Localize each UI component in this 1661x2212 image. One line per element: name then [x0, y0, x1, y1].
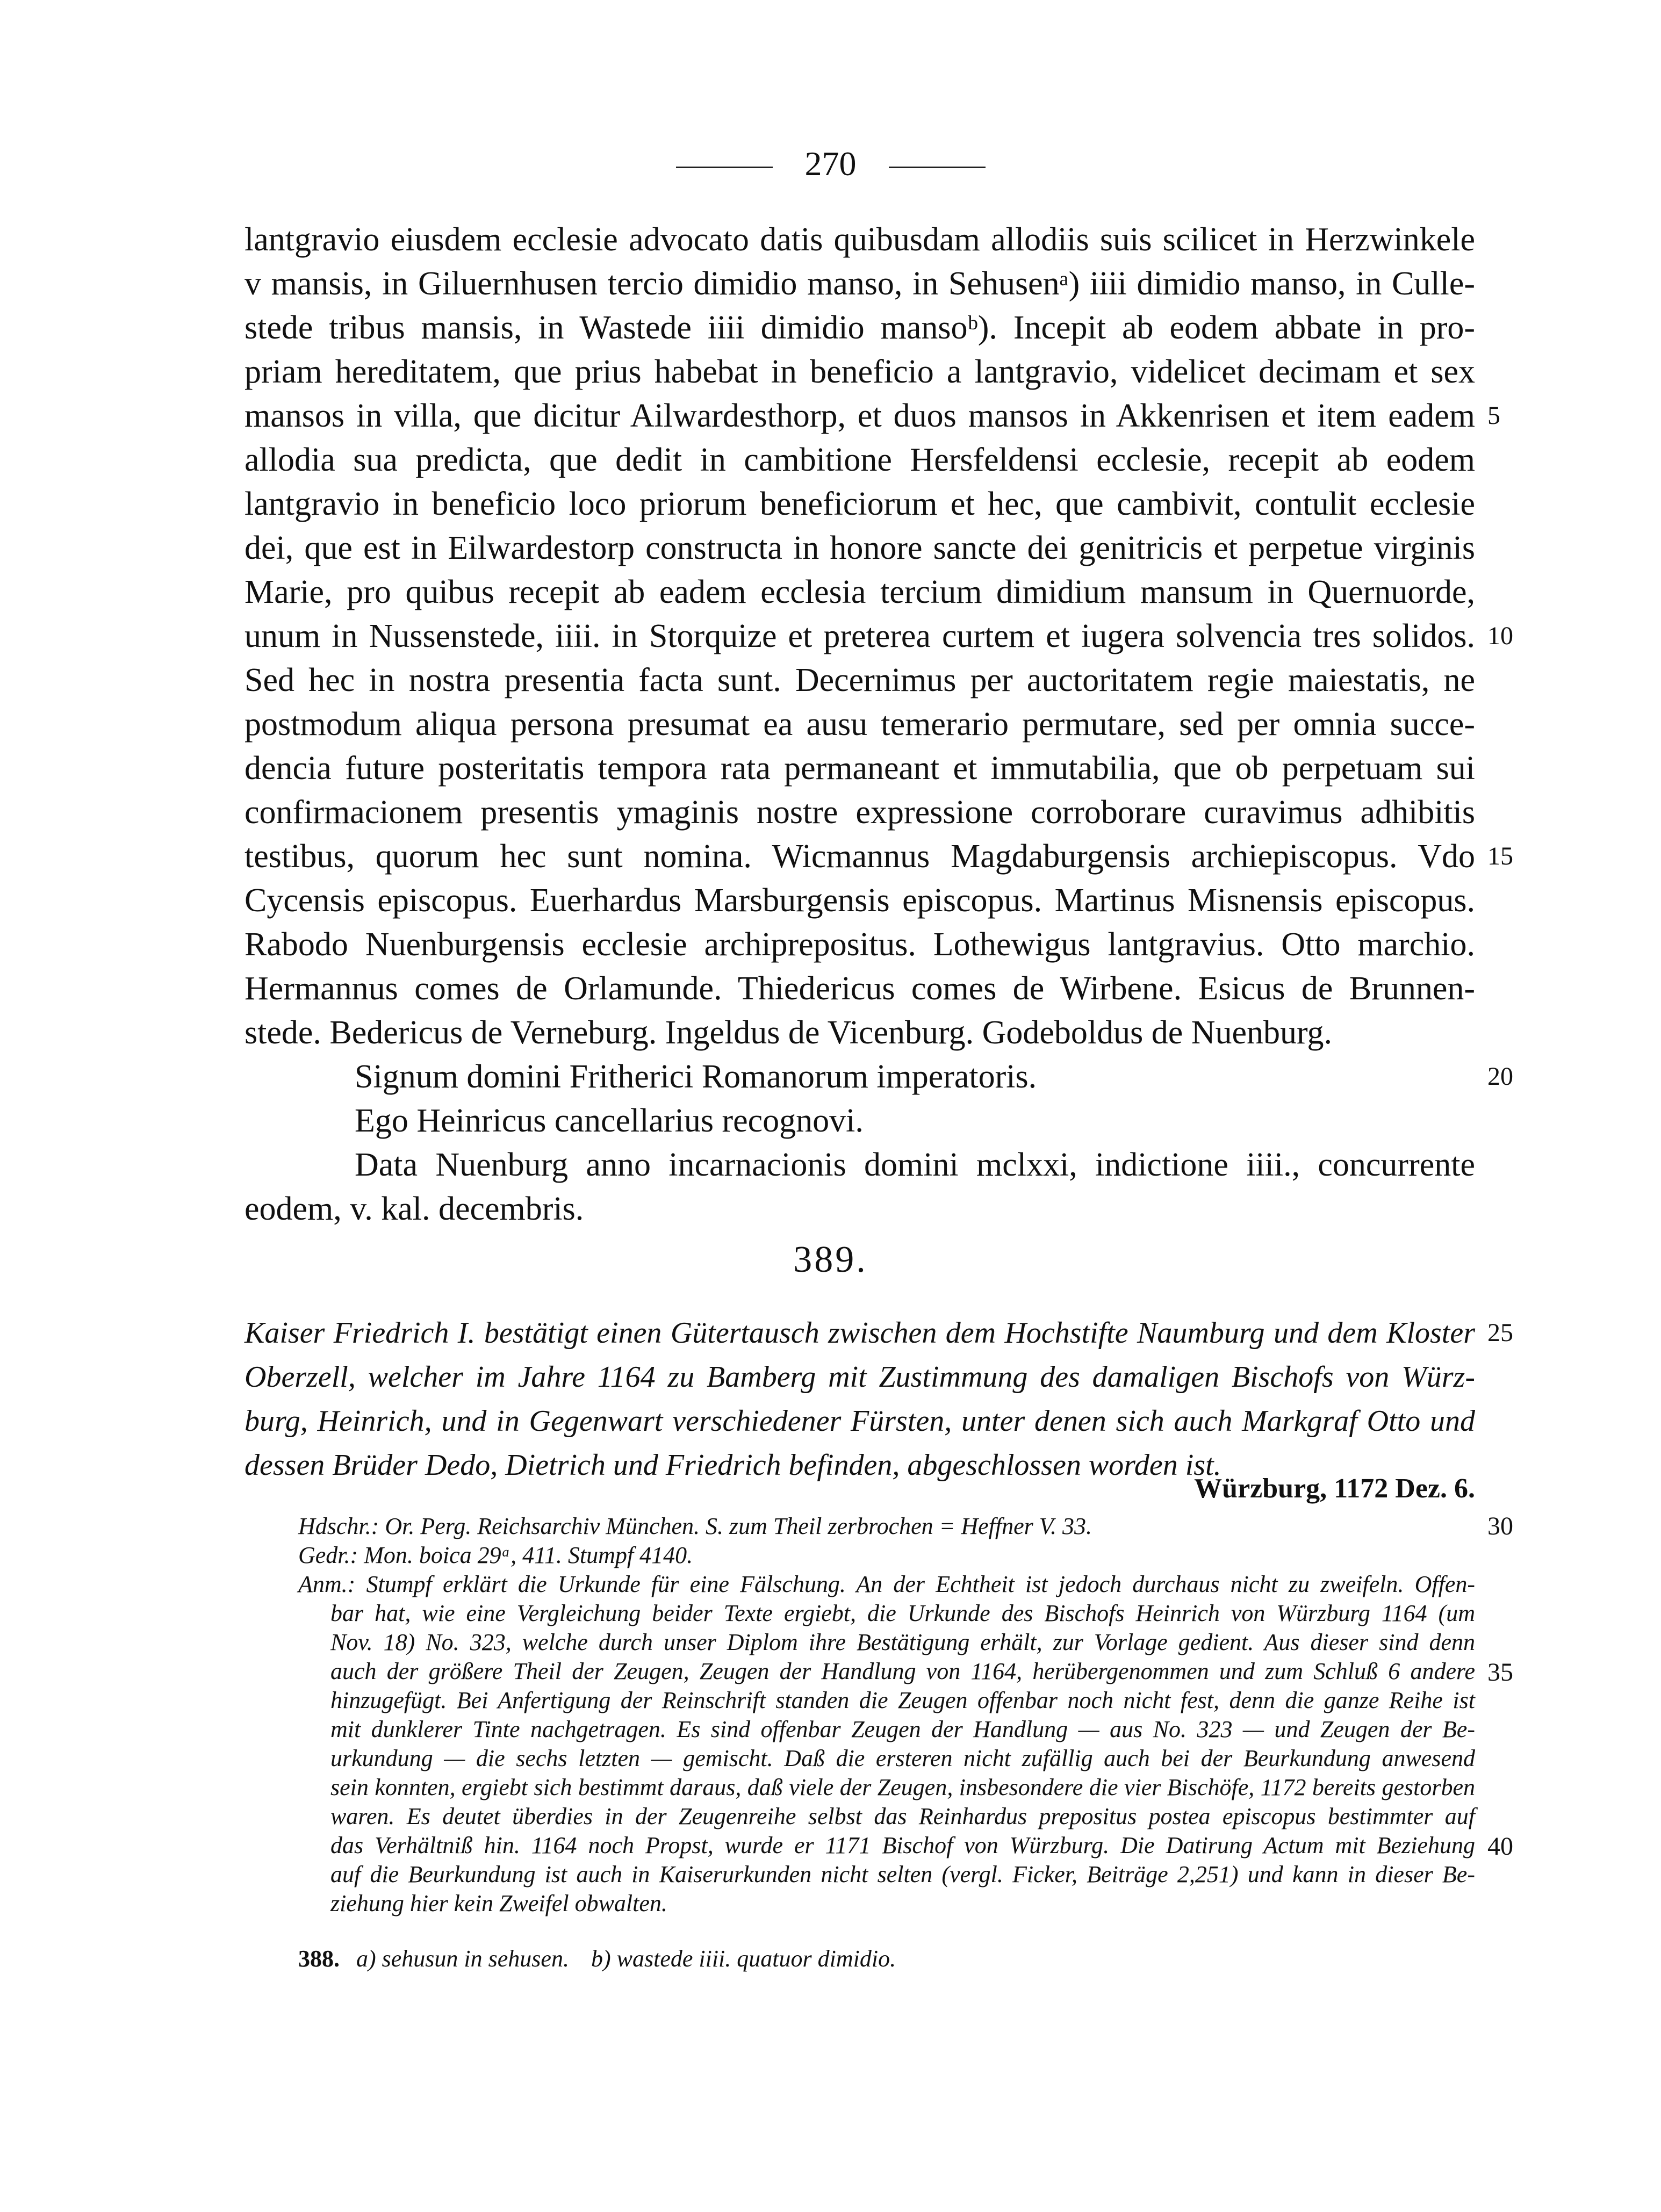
- document-number: 389.: [793, 1239, 868, 1280]
- text-line: dei, que est in Eilwardestorp constructa in honore sancte dei genitricis et perpetue virginis: [245, 530, 1475, 566]
- text-line: v mansis, in Giluernhusen tercio dimidio manso, in Sehusenᵃ) iiii dimidio manso, in Culle-: [245, 265, 1475, 302]
- note-anm-line: Nov. 18) No. 323, welche durch unser Diplom ihre Bestätigung erhält, zur Vorlage gedient. Aus dieser sind denn: [330, 1629, 1475, 1655]
- footnote-b: b) wastede iiii. quatuor dimidio.: [591, 1946, 896, 1972]
- line-number: 15: [1487, 842, 1513, 870]
- regest-line: burg, Heinrich, und in Gegenwart verschiedener Fürsten, unter denen sich auch Markgraf Otto und: [245, 1404, 1475, 1438]
- footnote-line: [298, 1943, 896, 1975]
- note-anm-line: hinzugefügt. Bei Anfertigung der Reinschrift standen die Zeugen offenbar noch nicht fest, denn die ganze Reihe ist: [330, 1687, 1475, 1713]
- text-line: Sed hec in nostra presentia facta sunt. Decernimus per auctoritatem regie maiestatis, ne: [245, 662, 1475, 698]
- note-anm-line: waren. Es deutet überdies in der Zeugenreihe selbst das Reinhardus prepositus postea episcopus bestimmter auf: [330, 1803, 1475, 1829]
- note-anm-line: auch der größere Theil der Zeugen, Zeugen der Handlung von 1164, herübergenommen und zum Schluß 6 andere: [330, 1658, 1475, 1684]
- note-anm-line: ziehung hier kein Zweifel obwalten.: [330, 1890, 667, 1916]
- text-line: Cycensis episcopus. Euerhardus Marsburgensis episcopus. Martinus Misnensis episcopus.: [245, 882, 1475, 919]
- dateline: Würzburg, 1172 Dez. 6.: [1194, 1473, 1475, 1504]
- text-line: unum in Nussenstede, iiii. in Storquize et preterea curtem et iugera solvencia tres solidos.: [245, 618, 1475, 654]
- text-line: stede tribus mansis, in Wastede iiii dimidio mansoᵇ). Incepit ab eodem abbate in pro-: [245, 309, 1475, 346]
- line-number: 10: [1487, 622, 1513, 650]
- page-header: [0, 142, 1661, 185]
- note-anm-line: mit dunklerer Tinte nachgetragen. Es sind offenbar Zeugen der Handlung — aus No. 323 — und Zeugen der Be-: [330, 1716, 1475, 1742]
- note-anm-line: auf die Beurkundung ist auch in Kaiserurkunden nicht selten (vergl. Ficker, Beiträge 2,251) und kann in dieser Be-: [330, 1861, 1475, 1887]
- header-rule-left: [676, 167, 773, 168]
- footnote-a: a) sehusun in sehusen.: [356, 1946, 569, 1972]
- line-number: 35: [1487, 1658, 1513, 1687]
- text-line: stede. Bedericus de Verneburg. Ingeldus de Vicenburg. Godeboldus de Nuenburg.: [245, 1014, 1333, 1051]
- header-rule-right: [889, 167, 986, 168]
- text-line: Marie, pro quibus recepit ab eadem ecclesia tercium dimidium mansum in Quernuorde,: [245, 574, 1475, 610]
- note-hdschr: Hdschr.: Or. Perg. Reichsarchiv München. S. zum Theil zerbrochen = Heffner V. 33.: [298, 1513, 1092, 1539]
- signum-line: Signum domini Fritherici Romanorum imperatoris.: [355, 1058, 1037, 1095]
- line-number: 30: [1487, 1512, 1513, 1540]
- page-number: 270: [804, 145, 857, 183]
- line-number: 20: [1487, 1062, 1513, 1091]
- regest-line: Oberzell, welcher im Jahre 1164 zu Bamberg mit Zustimmung des damaligen Bischofs von Würz-: [245, 1360, 1475, 1394]
- regest-line: Kaiser Friedrich I. bestätigt einen Gütertausch zwischen dem Hochstifte Naumburg und dem Kloster: [245, 1316, 1475, 1350]
- note-anm-line: das Verhältniß hin. 1164 noch Propst, wurde er 1171 Bischof von Würzburg. Die Datirung Actum mit Beziehung: [330, 1832, 1475, 1858]
- line-number: 5: [1487, 401, 1500, 430]
- recognition-line: Ego Heinricus cancellarius recognovi.: [355, 1103, 864, 1139]
- line-number: 40: [1487, 1832, 1513, 1861]
- text-line: postmodum aliqua persona presumat ea ausu temerario permutare, sed per omnia succe-: [245, 706, 1475, 743]
- text-line: allodia sua predicta, que dedit in cambitione Hersfeldensi ecclesie, recepit ab eodem: [245, 442, 1475, 478]
- text-line: mansos in villa, que dicitur Ailwardesthorp, et duos mansos in Akkenrisen et item eadem: [245, 398, 1475, 434]
- text-line: Hermannus comes de Orlamunde. Thiedericus comes de Wirbene. Esicus de Brunnen-: [245, 970, 1475, 1007]
- note-anm-line: sein konnten, ergiebt sich bestimmt daraus, daß viele der Zeugen, insbesondere die vier Bischöfe, 1172 bereits gestorben: [330, 1774, 1475, 1800]
- note-anm-line: Anm.: Stumpf erklärt die Urkunde für eine Fälschung. An der Echtheit ist jedoch durchaus nicht zu zweifeln. Offen-: [298, 1571, 1475, 1597]
- text-line: dencia future posteritatis tempora rata permaneant et immutabilia, que ob perpetuam sui: [245, 750, 1475, 787]
- text-line: confirmacionem presentis ymaginis nostre expressione corroborare curavimus adhibitis: [245, 794, 1475, 831]
- note-gedr: Gedr.: Mon. boica 29ᵃ, 411. Stumpf 4140.: [298, 1542, 693, 1568]
- text-line: Rabodo Nuenburgensis ecclesie archiprepositus. Lothewigus lantgravius. Otto marchio.: [245, 926, 1475, 963]
- footnote-label: 388.: [298, 1946, 340, 1972]
- regest-line: dessen Brüder Dedo, Dietrich und Friedrich befinden, abgeschlossen worden ist.: [245, 1449, 1221, 1482]
- note-anm-line: bar hat, wie eine Vergleichung beider Texte ergiebt, die Urkunde des Bischofs Heinrich von Würzburg 1164 (um: [330, 1600, 1475, 1626]
- text-line: lantgravio in beneficio loco priorum beneficiorum et hec, que cambivit, contulit ecclesie: [245, 486, 1475, 522]
- text-line: lantgravio eiusdem ecclesie advocato datis quibusdam allodiis suis scilicet in Herzwinkele: [245, 221, 1475, 258]
- line-number: 25: [1487, 1318, 1513, 1347]
- note-anm-line: urkundung — die sechs letzten — gemischt. Daß die ersteren nicht zufällig auch bei der Beurkundung anwesend: [330, 1745, 1475, 1771]
- data-line: Data Nuenburg anno incarnacionis domini mclxxi, indictione iiii., concurrente: [355, 1147, 1475, 1183]
- data-line: eodem, v. kal. decembris.: [245, 1191, 584, 1227]
- text-line: testibus, quorum hec sunt nomina. Wicmannus Magdaburgensis archiepiscopus. Vdo: [245, 838, 1475, 875]
- text-line: priam hereditatem, que prius habebat in beneficio a lantgravio, videlicet decimam et sex: [245, 354, 1475, 390]
